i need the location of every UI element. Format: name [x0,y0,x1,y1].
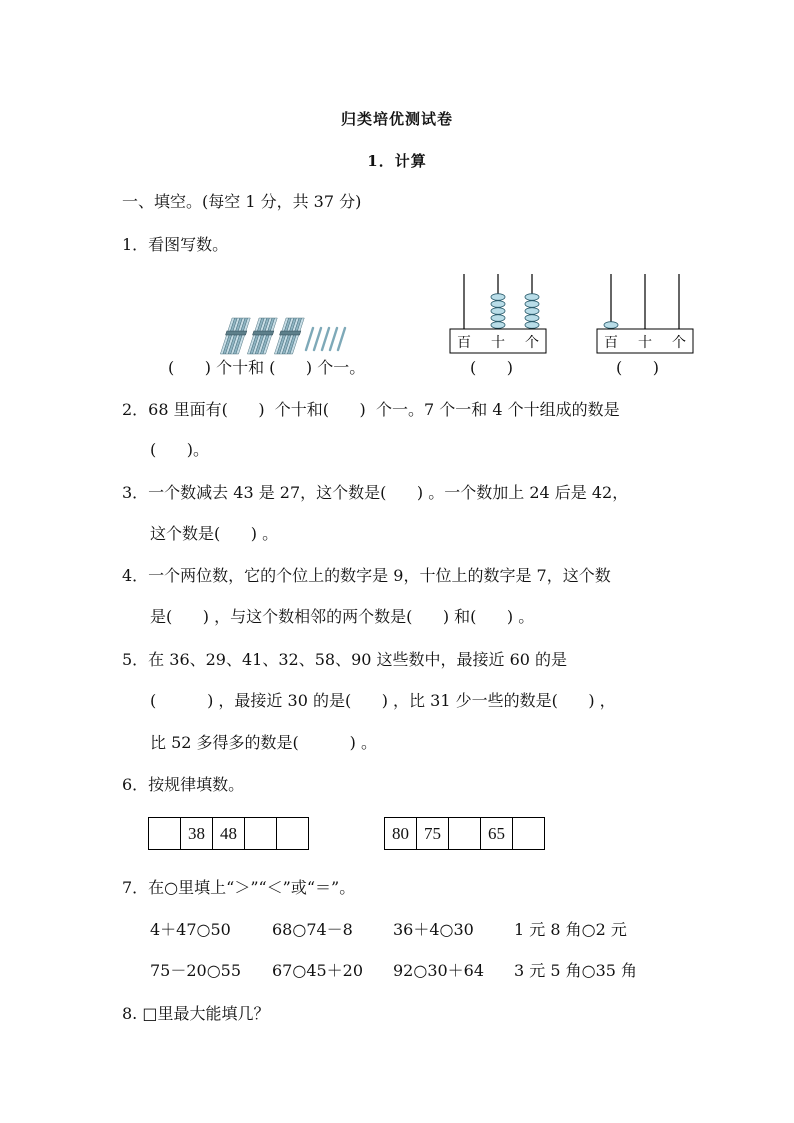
loose-stick [330,328,337,350]
question-5-line-2: ( ) ，最接近 30 的是( ) ，比 31 少一些的数是( ) ， [150,691,616,710]
abacus-bead [525,294,539,301]
abacus-bead [525,315,539,322]
abacus-bead [491,315,505,322]
question-1-label: 1．看图写数。 [122,235,229,254]
abacus-place-label: 十 [491,335,505,351]
abacus-place-label: 个 [525,335,539,351]
question-2-line-2: ( )。 [150,440,210,459]
abacus-bead [491,308,505,315]
comparison-item: 3 元 5 角○35 角 [514,961,638,980]
abacus-bead [491,322,505,329]
abacus-left-answer: ( ) [470,358,513,377]
abacus-right-answer: ( ) [616,358,659,377]
abacus-bead [604,322,618,329]
sequence-table-2 [384,817,545,850]
sequence-table-1 [148,817,309,850]
question-7-label: 7．在○里填上“＞”“＜”或“＝”。 [122,878,356,897]
abacus-bead [491,294,505,301]
question-8-label: 8. □里最大能填几？ [122,1004,270,1023]
loose-stick [322,328,329,350]
stick-bundle [273,318,305,354]
section-subtitle: 1．计算 [367,152,427,170]
comparison-item: 75－20○55 [150,961,242,980]
question-3-line-1: 3．一个数减去 43 是 27，这个数是( ) 。一个数加上 24 后是 42， [122,483,629,502]
sequence-2-cell: 75 [417,818,449,850]
question-4-line-1: 4．一个两位数，它的个位上的数字是 9，十位上的数字是 7，这个数 [122,566,611,585]
abacus-place-label: 百 [604,335,618,351]
question-5-line-1: 5．在 36、29、41、32、58、90 这些数中，最接近 60 的是 [122,650,568,669]
comparison-item: 4＋47○50 [150,920,231,939]
abacus-left [450,272,546,354]
abacus-place-label: 个 [672,335,686,351]
sequence-1-cell[interactable] [277,818,309,850]
comparison-item: 68○74－8 [272,920,353,939]
abacus-place-label: 百 [457,335,471,351]
stick-bundles-figure [220,312,350,358]
sequence-2-cell: 65 [481,818,513,850]
sequence-2-cell: 80 [385,818,417,850]
section-heading: 一、填空。(每空 1 分，共 37 分) [122,192,362,211]
sequence-1-cell[interactable] [149,818,181,850]
comparison-item: 67○45＋20 [272,961,364,980]
loose-stick [314,328,321,350]
sequence-1-cell: 38 [181,818,213,850]
stick-bundle [246,318,278,354]
sequence-1-cell[interactable] [245,818,277,850]
loose-stick [338,328,345,350]
sequence-1-cell: 48 [213,818,245,850]
abacus-bead [525,322,539,329]
comparison-item: 92○30＋64 [393,961,485,980]
abacus-bead [525,308,539,315]
abacus-bead [491,301,505,308]
question-6-label: 6．按规律填数。 [122,775,245,794]
question-2-line-1: 2．68 里面有( ) 个十和( ) 个一。7 个一和 4 个十组成的数是 [122,400,620,419]
abacus-right [597,272,693,354]
question-4-line-2: 是( ) ，与这个数相邻的两个数是( ) 和( ) 。 [150,607,535,626]
page-title: 归类培优测试卷 [340,110,453,128]
loose-stick [306,328,313,350]
sequence-2-cell[interactable] [513,818,545,850]
comparison-item: 1 元 8 角○2 元 [514,920,627,939]
question-3-line-2: 这个数是( ) 。 [150,524,279,543]
abacus-place-label: 十 [638,335,652,351]
comparison-item: 36＋4○30 [393,920,474,939]
abacus-bead [525,301,539,308]
stick-bundle [219,318,251,354]
question-1-bundle-caption: ( ) 个十和 ( ) 个一。 [168,358,366,377]
question-5-line-3: 比 52 多得多的数是( ) 。 [150,733,377,752]
sequence-2-cell[interactable] [449,818,481,850]
